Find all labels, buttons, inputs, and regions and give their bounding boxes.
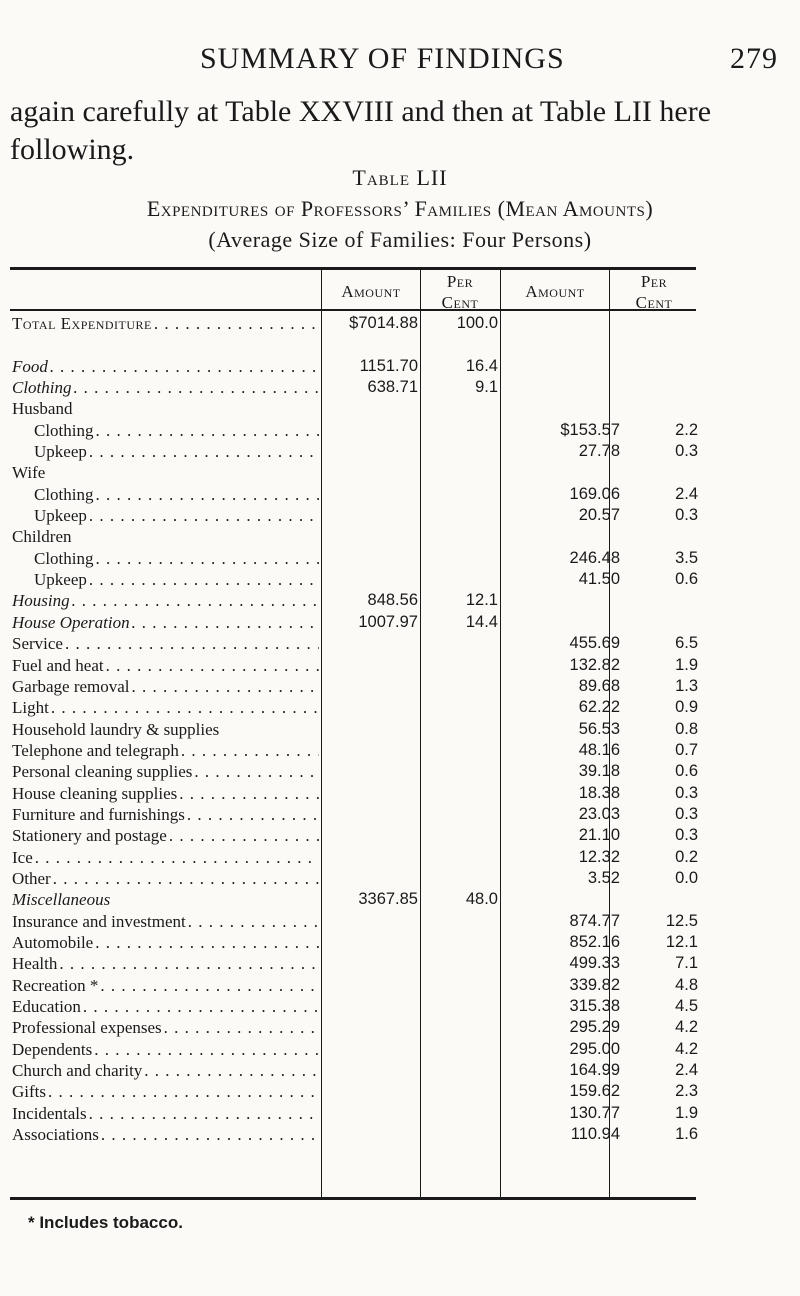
row-label-text: Personal cleaning supplies (12, 762, 193, 782)
table-top-rule (10, 267, 696, 270)
row-label (12, 868, 319, 889)
sub-percent-cell: 2.4 (675, 1061, 698, 1080)
row-label (12, 420, 319, 441)
table-row (12, 655, 698, 676)
column-header-per-cent: Per Cent (441, 272, 479, 312)
row-label (12, 548, 319, 569)
table-row (12, 676, 698, 697)
sub-percent-cell: 0.3 (675, 506, 698, 525)
sub-percent-cell: 0.9 (675, 698, 698, 717)
sub-amount-cell: 130.77 (569, 1103, 620, 1122)
row-label-text: Gifts (12, 1082, 46, 1102)
sub-amount-cell: 62.22 (578, 698, 620, 717)
sub-amount-cell: 246.48 (569, 548, 620, 567)
table-row (12, 868, 698, 889)
row-label-text: Stationery and postage (12, 826, 167, 846)
sub-amount-cell: 169.06 (569, 484, 620, 503)
row-label-text: Telephone and telegraph (12, 740, 179, 760)
sub-amount-cell: 852.16 (569, 932, 620, 951)
table-row (12, 590, 698, 611)
table-row (12, 911, 698, 932)
row-label-text: Fuel and heat (12, 655, 104, 675)
row-label (12, 761, 319, 782)
row-label-text: Furniture and furnishings (12, 804, 185, 824)
sub-percent-cell: 2.2 (675, 420, 698, 439)
row-label-text: Recreation * (12, 975, 99, 995)
sub-amount-cell: 20.57 (578, 506, 620, 525)
percent-cell: 12.1 (465, 591, 498, 610)
sub-percent-cell: 0.7 (675, 740, 698, 759)
sub-percent-cell: 2.4 (675, 484, 698, 503)
row-label-text: Ice (12, 847, 33, 867)
percent-cell: 9.1 (475, 378, 498, 397)
row-label-text: Light (12, 698, 49, 718)
sub-percent-cell: 4.5 (675, 997, 698, 1015)
sub-percent-cell: 0.6 (675, 762, 698, 781)
row-label (12, 740, 319, 761)
percent-cell: 16.4 (465, 356, 498, 375)
row-label (12, 1103, 319, 1124)
row-label (12, 633, 319, 654)
row-label-text: Total Expenditure (12, 314, 152, 333)
sub-percent-cell: 1.9 (675, 1103, 698, 1122)
row-label (12, 313, 319, 334)
table-row (12, 740, 698, 761)
table-row (12, 804, 698, 825)
table-row (12, 633, 698, 654)
table-body (12, 313, 698, 1145)
row-label-text: Miscellaneous (12, 890, 111, 910)
row-label-text: Garbage removal (12, 676, 130, 696)
row-label-text: Automobile (12, 932, 94, 952)
table-row (12, 761, 698, 782)
table-subtitle: Expenditures of Professors’ Families (Mean Amounts) (146, 196, 654, 221)
row-label-text: Dependents (12, 1039, 93, 1059)
row-label-text: Church and charity (12, 1061, 143, 1081)
percent-cell: 48.0 (465, 890, 498, 909)
sub-percent-cell: 4.2 (675, 1039, 698, 1058)
row-label (12, 1060, 319, 1081)
sub-percent-cell: 12.1 (665, 932, 698, 951)
sub-amount-cell: 39.18 (578, 762, 620, 781)
row-label (12, 377, 319, 398)
sub-amount-cell: 27.78 (578, 442, 620, 461)
row-label (12, 1017, 319, 1038)
row-label (12, 932, 319, 953)
sub-percent-cell: 1.3 (675, 676, 698, 695)
table-row (12, 1081, 698, 1102)
table-row (12, 889, 698, 910)
page-header (10, 42, 790, 82)
sub-percent-cell: 0.2 (675, 847, 698, 866)
row-label-text: Husband (12, 399, 73, 419)
table-row (12, 505, 698, 526)
table-row (12, 356, 698, 377)
row-label-text: Food (12, 356, 48, 376)
row-label-text (12, 335, 14, 354)
sub-amount-cell: 12.32 (578, 847, 620, 866)
row-label (12, 398, 319, 419)
sub-amount-cell: 89.68 (578, 676, 620, 695)
row-label (12, 334, 319, 355)
table-row (12, 975, 698, 996)
sub-amount-cell: 110.94 (570, 1125, 620, 1144)
footnote: * Includes tobacco. (28, 1213, 183, 1232)
row-label-text: Clothing (34, 484, 94, 504)
sub-amount-cell: 874.77 (569, 911, 620, 930)
sub-percent-cell: 1.6 (675, 1125, 698, 1144)
sub-amount-cell: 295.29 (569, 1018, 620, 1037)
row-label (12, 1081, 319, 1102)
column-header-amount: Amount (525, 282, 585, 301)
amount-cell: 1151.70 (359, 356, 418, 375)
sub-amount-cell: 41.50 (578, 570, 620, 589)
table-row (12, 398, 698, 419)
sub-amount-cell: 339.82 (569, 975, 620, 994)
table-title: Table LII (352, 165, 448, 190)
table-row (12, 1017, 698, 1038)
row-label (12, 911, 319, 932)
sub-percent-cell: 4.8 (675, 975, 698, 994)
row-label-text: Upkeep (34, 506, 87, 526)
row-label (12, 526, 319, 547)
row-label (12, 889, 319, 910)
row-label-text: Upkeep (34, 442, 87, 462)
row-label (12, 569, 319, 590)
table-row (12, 783, 698, 804)
table-row (12, 526, 698, 547)
table-row (12, 313, 698, 334)
column-header-amount: Amount (341, 282, 401, 301)
table-row (12, 996, 698, 1017)
row-label-text: Clothing (34, 420, 94, 440)
table-row (12, 334, 698, 355)
percent-cell: 100.0 (456, 314, 498, 332)
row-label (12, 783, 319, 804)
sub-percent-cell: 0.3 (675, 442, 698, 461)
page-number: 279 (730, 42, 778, 75)
row-label-text: House Operation (12, 612, 130, 632)
sub-percent-cell: 7.1 (675, 954, 698, 973)
sub-percent-cell: 0.3 (675, 826, 698, 845)
row-label (12, 356, 319, 377)
table-row (12, 1103, 698, 1124)
row-label-text: Upkeep (34, 570, 87, 590)
row-label-text: Household laundry & supplies (12, 719, 220, 739)
sub-amount-cell: 56.53 (578, 719, 620, 738)
row-label-text: Children (12, 527, 72, 547)
table-row (12, 847, 698, 868)
row-label (12, 804, 319, 825)
table-row (12, 825, 698, 846)
running-title: SUMMARY OF FINDINGS (200, 42, 565, 75)
sub-percent-cell: 0.6 (675, 570, 698, 589)
row-label (12, 590, 319, 611)
row-label (12, 847, 319, 868)
sub-amount-cell: 455.69 (569, 634, 620, 653)
sub-amount-cell: 3.52 (587, 868, 620, 887)
sub-amount-cell: $153.57 (560, 420, 620, 439)
table-row (12, 441, 698, 462)
row-label (12, 1124, 319, 1145)
column-header-per-cent: Per Cent (635, 272, 673, 312)
sub-percent-cell: 0.8 (675, 719, 698, 738)
sub-amount-cell: 164.99 (569, 1061, 620, 1080)
amount-cell: 3367.85 (358, 890, 418, 909)
sub-percent-cell: 12.5 (665, 911, 698, 930)
sub-amount-cell: 132.82 (569, 655, 620, 674)
row-label (12, 462, 319, 483)
sub-amount-cell: 159.62 (569, 1082, 620, 1101)
table-row (12, 548, 698, 569)
row-label-text: House cleaning supplies (12, 783, 178, 803)
amount-cell: 638.71 (367, 378, 418, 397)
row-label (12, 975, 319, 996)
row-label-text: Incidentals (12, 1103, 87, 1123)
row-label-text: Clothing (12, 378, 72, 398)
table-row (12, 953, 698, 974)
sub-percent-cell: 2.3 (675, 1082, 698, 1101)
row-label (12, 825, 319, 846)
table-row (12, 484, 698, 505)
row-label (12, 953, 319, 974)
row-label-text: Clothing (34, 548, 94, 568)
sub-percent-cell: 0.3 (675, 783, 698, 802)
sub-amount-cell: 499.33 (569, 954, 620, 973)
row-label (12, 697, 319, 718)
sub-percent-cell: 0.3 (675, 804, 698, 823)
table-bottom-rule (10, 1197, 696, 1200)
row-label (12, 441, 319, 462)
row-label-text: Wife (12, 463, 46, 483)
row-label (12, 676, 319, 697)
row-label (12, 505, 319, 526)
row-label-text: Education (12, 997, 81, 1016)
header-bottom-rule (10, 309, 696, 311)
row-label-text: Professional expenses (12, 1018, 162, 1038)
row-label (12, 719, 319, 740)
sub-percent-cell: 6.5 (675, 634, 698, 653)
table-row (12, 462, 698, 483)
row-label (12, 655, 319, 676)
row-label (12, 612, 319, 633)
table-row (12, 377, 698, 398)
row-label-text: Associations (12, 1125, 99, 1145)
sub-percent-cell: 3.5 (675, 548, 698, 567)
sub-amount-cell: 18.38 (578, 783, 620, 802)
body-paragraph: again carefully at Table XXVIII and then at Table LII here following. (10, 95, 712, 166)
amount-cell: 1007.97 (358, 612, 418, 631)
row-label (12, 484, 319, 505)
sub-percent-cell: 0.0 (675, 868, 698, 887)
table-row (12, 697, 698, 718)
table-row (12, 1039, 698, 1060)
row-label-text: Housing (12, 591, 70, 611)
sub-percent-cell: 1.9 (675, 655, 698, 674)
table-subtitle-2: (Average Size of Families: Four Persons) (208, 227, 592, 252)
amount-cell: 848.56 (367, 591, 418, 610)
sub-amount-cell: 295.00 (569, 1039, 620, 1058)
sub-percent-cell: 4.2 (675, 1018, 698, 1037)
table-row (12, 420, 698, 441)
sub-amount-cell: 23.03 (578, 804, 620, 823)
row-label-text: Service (12, 634, 63, 654)
table-row (12, 932, 698, 953)
table-row (12, 569, 698, 590)
amount-cell: $7014.88 (349, 314, 418, 332)
table-row (12, 612, 698, 633)
sub-amount-cell: 315.38 (569, 997, 620, 1015)
row-label (12, 1039, 319, 1060)
table-row (12, 1124, 698, 1145)
sub-amount-cell: 21.10 (578, 826, 620, 845)
percent-cell: 14.4 (465, 612, 498, 631)
table-row (12, 719, 698, 740)
table-row (12, 1060, 698, 1081)
row-label-text: Health (12, 954, 58, 974)
row-label (12, 996, 319, 1017)
row-label-text: Insurance and investment (12, 911, 186, 931)
row-label-text: Other (12, 868, 51, 888)
sub-amount-cell: 48.16 (578, 740, 620, 759)
